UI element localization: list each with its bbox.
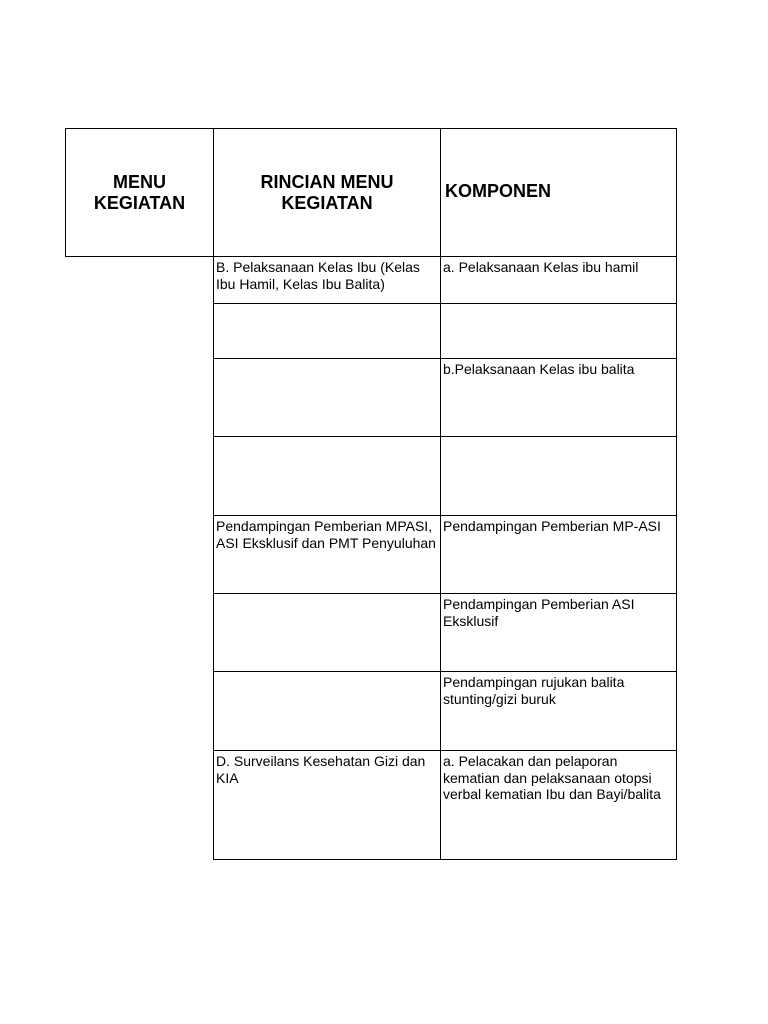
komponen-cell-3: b.Pelaksanaan Kelas ibu balita	[440, 358, 677, 437]
komponen-cell-8: a. Pelacakan dan pelaporan kematian dan pelaksanaan otopsi verbal kematian Ibu dan Bayi/balita	[440, 750, 677, 860]
header-komponen-text: KOMPONEN	[445, 181, 552, 201]
komponen-cell-2	[440, 303, 677, 359]
rincian-cell-7	[213, 671, 441, 751]
komponen-cell-6: Pendampingan Pemberian ASI Eksklusif	[440, 593, 677, 672]
rincian-cell-8: D. Surveilans Kesehatan Gizi dan KIA	[213, 750, 441, 860]
komponen-cell-5: Pendampingan Pemberian MP-ASI	[440, 515, 677, 594]
komponen-cell-4	[440, 436, 677, 516]
header-komponen	[440, 128, 677, 257]
komponen-cell-7: Pendampingan rujukan balita stunting/gizi buruk	[440, 671, 677, 751]
header-menu-line-1: MENU	[112, 171, 166, 192]
rincian-cell-1: B. Pelaksanaan Kelas Ibu (Kelas Ibu Hamil, Kelas Ibu Balita)	[213, 256, 441, 304]
header-rincian-line-1: RINCIAN MENU	[260, 171, 394, 192]
header-menu-kegiatan	[65, 128, 214, 257]
rincian-cell-6	[213, 593, 441, 672]
komponen-cell-1: a. Pelaksanaan Kelas ibu hamil	[440, 256, 677, 304]
rincian-cell-4	[213, 436, 441, 516]
header-rincian-menu-kegiatan	[213, 128, 441, 257]
rincian-cell-5: Pendampingan Pemberian MPASI, ASI Eksklusif dan PMT Penyuluhan	[213, 515, 441, 594]
rincian-cell-3	[213, 358, 441, 437]
header-menu-line-2: KEGIATAN	[93, 192, 186, 213]
rincian-cell-2	[213, 303, 441, 359]
header-rincian-line-2: KEGIATAN	[281, 192, 373, 213]
